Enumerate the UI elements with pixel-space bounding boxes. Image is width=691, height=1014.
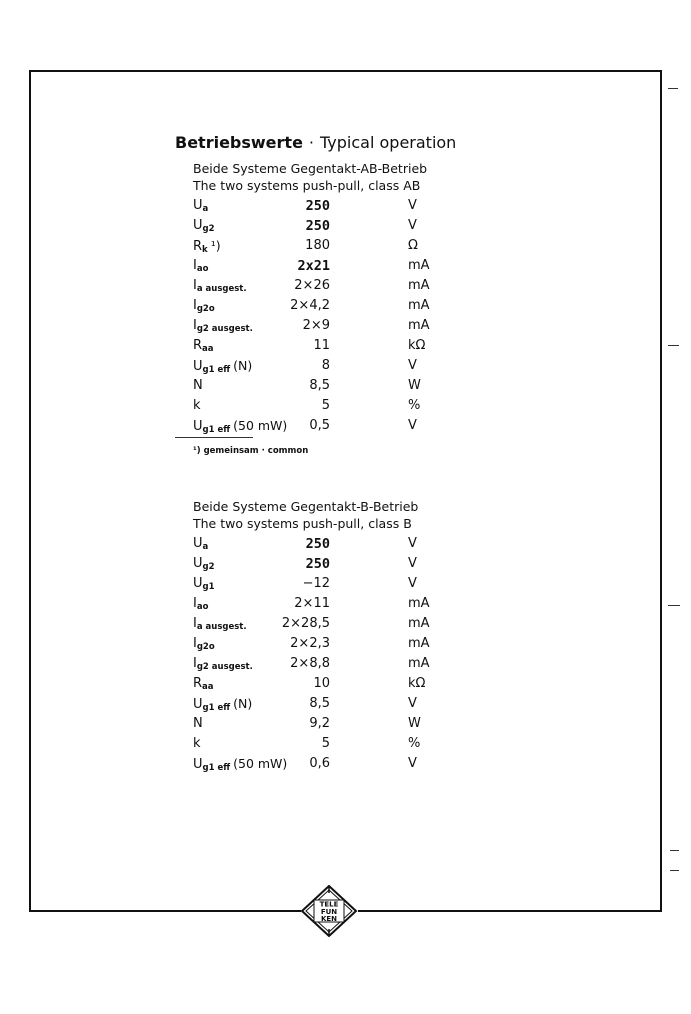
footnote: ¹) gemeinsam · common	[193, 446, 309, 456]
table-row	[193, 594, 433, 614]
symbol-letter: U	[193, 419, 203, 434]
symbol-letter: R	[193, 338, 203, 353]
table-row	[193, 396, 433, 416]
parameter-unit: mA	[408, 656, 430, 671]
logo-line-3: KEN	[320, 915, 338, 923]
table-row	[193, 754, 433, 774]
parameter-unit: mA	[408, 258, 430, 273]
symbol-letter: I	[193, 596, 197, 611]
parameter-unit: mA	[408, 318, 430, 333]
symbol-letter: U	[193, 198, 203, 213]
section-b-title-english: The two systems push-pull, class B	[193, 516, 412, 531]
parameter-symbol	[193, 756, 287, 773]
symbol-subscript: g2 ausgest.	[196, 662, 253, 672]
parameter-symbol	[193, 278, 247, 294]
table-row	[193, 376, 433, 396]
parameter-unit: V	[408, 556, 417, 571]
parameter-value: 2×11	[294, 596, 330, 611]
parameter-symbol	[193, 318, 253, 334]
frame-bottom-border-right	[358, 910, 662, 912]
symbol-condition: (50 mW)	[233, 756, 288, 771]
parameter-unit: %	[408, 398, 421, 413]
parameter-symbol	[193, 218, 215, 234]
table-row	[193, 694, 433, 714]
parameter-value: 2×8,8	[290, 656, 330, 671]
parameter-unit: mA	[408, 636, 430, 651]
parameter-value: 2×4,2	[290, 298, 330, 313]
parameter-symbol	[193, 616, 247, 632]
table-row	[193, 276, 433, 296]
parameter-symbol	[193, 716, 203, 731]
telefunken-logo	[300, 885, 358, 937]
parameter-value: 5	[321, 736, 330, 751]
parameter-symbol	[193, 398, 201, 413]
logo-line-1: TELE	[319, 900, 339, 909]
parameter-unit: mA	[408, 278, 430, 293]
parameter-value: 9,2	[309, 716, 330, 731]
parameter-symbol	[193, 418, 287, 435]
parameter-unit: W	[408, 716, 421, 731]
parameter-value: 250	[305, 536, 330, 552]
parameter-symbol	[193, 298, 215, 314]
symbol-letter: I	[193, 636, 197, 651]
frame-left-border	[29, 70, 31, 912]
margin-mark	[668, 345, 679, 346]
parameter-value: 250	[305, 556, 330, 572]
symbol-subscript: g1 eff	[202, 365, 231, 375]
symbol-subscript: a	[202, 542, 209, 552]
symbol-subscript: a ausgest.	[196, 622, 247, 632]
table-row	[193, 196, 433, 216]
symbol-condition: (N)	[233, 696, 253, 711]
parameter-symbol	[193, 676, 214, 692]
symbol-subscript: a	[202, 204, 209, 214]
symbol-letter: U	[193, 757, 203, 772]
parameter-unit: V	[408, 696, 417, 711]
margin-mark	[670, 850, 679, 851]
symbol-condition: (50 mW)	[233, 418, 288, 433]
symbol-letter: I	[193, 278, 197, 293]
symbol-letter: U	[193, 576, 203, 591]
parameter-value: 2×9	[302, 318, 330, 333]
symbol-subscript: ao	[196, 264, 209, 274]
heading-english: Typical operation	[320, 133, 457, 152]
parameter-symbol	[193, 636, 215, 652]
parameter-unit: W	[408, 378, 421, 393]
parameter-unit: mA	[408, 298, 430, 313]
parameter-unit: V	[408, 198, 417, 213]
parameter-unit: %	[408, 736, 421, 751]
symbol-letter: I	[193, 258, 197, 273]
table-row	[193, 534, 433, 554]
parameter-symbol	[193, 258, 208, 274]
table-row	[193, 336, 433, 356]
parameter-unit: Ω	[408, 238, 418, 253]
parameter-value: 0,6	[309, 756, 330, 771]
symbol-letter: R	[193, 239, 203, 254]
symbol-subscript: aa	[202, 344, 214, 354]
table-row	[193, 554, 433, 574]
heading-german: Betriebswerte	[175, 133, 303, 152]
parameter-unit: V	[408, 218, 417, 233]
frame-right-border	[660, 70, 662, 912]
margin-mark	[668, 605, 680, 606]
symbol-subscript: k	[202, 245, 208, 255]
symbol-letter: U	[193, 359, 203, 374]
symbol-letter: U	[193, 218, 203, 233]
symbol-letter: I	[193, 656, 197, 671]
symbol-subscript: g2 ausgest.	[196, 324, 253, 334]
parameter-value: 2×26	[294, 278, 330, 293]
symbol-letter: U	[193, 536, 203, 551]
parameter-value: 5	[321, 398, 330, 413]
parameter-value: 250	[305, 198, 330, 214]
symbol-subscript: ao	[196, 602, 209, 612]
symbol-letter: N	[193, 378, 203, 393]
table-row	[193, 296, 433, 316]
parameter-symbol	[193, 198, 208, 214]
symbol-subscript: g1 eff	[202, 763, 231, 773]
parameter-symbol	[193, 556, 215, 572]
parameter-value: 8	[321, 358, 330, 373]
table-row	[193, 674, 433, 694]
parameter-symbol	[193, 536, 208, 552]
parameter-value: 2×2,3	[290, 636, 330, 651]
symbol-subscript: g2	[202, 562, 215, 572]
footnote-rule	[175, 437, 253, 438]
parameter-value: 11	[313, 338, 330, 353]
frame-top-border	[29, 70, 662, 72]
symbol-letter: k	[193, 736, 201, 751]
symbol-subscript: g2o	[196, 304, 215, 314]
parameter-value: 8,5	[309, 696, 330, 711]
symbol-subscript: a ausgest.	[196, 284, 247, 294]
parameter-value: 10	[313, 676, 330, 691]
symbol-subscript: aa	[202, 682, 214, 692]
table-row	[193, 634, 433, 654]
parameter-symbol	[193, 238, 221, 255]
parameter-unit: V	[408, 756, 417, 771]
parameter-symbol	[193, 338, 214, 354]
parameter-unit: V	[408, 418, 417, 433]
parameter-symbol	[193, 378, 203, 393]
table-row	[193, 236, 433, 256]
table-row	[193, 714, 433, 734]
table-row	[193, 734, 433, 754]
margin-mark	[668, 88, 678, 89]
parameter-value: 8,5	[309, 378, 330, 393]
symbol-letter: k	[193, 398, 201, 413]
table-row	[193, 356, 433, 376]
parameter-unit: mA	[408, 616, 430, 631]
table-row	[193, 614, 433, 634]
parameter-unit: V	[408, 358, 417, 373]
frame-bottom-border-left	[29, 910, 301, 912]
parameter-symbol	[193, 696, 252, 713]
parameter-unit: V	[408, 576, 417, 591]
symbol-letter: U	[193, 556, 203, 571]
symbol-condition: ¹)	[210, 238, 221, 253]
section-ab-table	[193, 196, 433, 436]
parameter-value: 250	[305, 218, 330, 234]
symbol-letter: I	[193, 298, 197, 313]
symbol-subscript: g1 eff	[202, 425, 231, 435]
symbol-letter: R	[193, 676, 203, 691]
symbol-subscript: g2	[202, 224, 215, 234]
margin-mark	[670, 870, 679, 871]
page-heading	[175, 133, 456, 152]
parameter-unit: V	[408, 536, 417, 551]
parameter-value: 0,5	[309, 418, 330, 433]
parameter-symbol	[193, 596, 208, 612]
parameter-symbol	[193, 576, 215, 592]
symbol-subscript: g1	[202, 582, 215, 592]
section-b-title-german: Beide Systeme Gegentakt-B-Betrieb	[193, 499, 419, 514]
table-row	[193, 416, 433, 436]
table-row	[193, 316, 433, 336]
symbol-condition: (N)	[233, 358, 253, 373]
parameter-unit: mA	[408, 596, 430, 611]
section-ab-title-english: The two systems push-pull, class AB	[193, 178, 421, 193]
table-row	[193, 256, 433, 276]
symbol-letter: U	[193, 697, 203, 712]
symbol-subscript: g1 eff	[202, 703, 231, 713]
symbol-letter: I	[193, 318, 197, 333]
symbol-subscript: g2o	[196, 642, 215, 652]
parameter-value: 180	[305, 238, 330, 253]
parameter-unit: kΩ	[408, 676, 426, 691]
parameter-symbol	[193, 358, 252, 375]
parameter-symbol	[193, 656, 253, 672]
parameter-value: 2x21	[297, 258, 330, 274]
symbol-letter: N	[193, 716, 203, 731]
parameter-value: 2×28,5	[281, 616, 330, 631]
section-b-table	[193, 534, 433, 774]
symbol-letter: I	[193, 616, 197, 631]
heading-separator: ·	[308, 133, 315, 152]
section-ab-title-german: Beide Systeme Gegentakt-AB-Betrieb	[193, 161, 428, 176]
table-row	[193, 216, 433, 236]
parameter-value: −12	[302, 576, 330, 591]
parameter-unit: kΩ	[408, 338, 426, 353]
parameter-symbol	[193, 736, 201, 751]
table-row	[193, 574, 433, 594]
table-row	[193, 654, 433, 674]
logo-line-2: FUN	[320, 908, 338, 916]
